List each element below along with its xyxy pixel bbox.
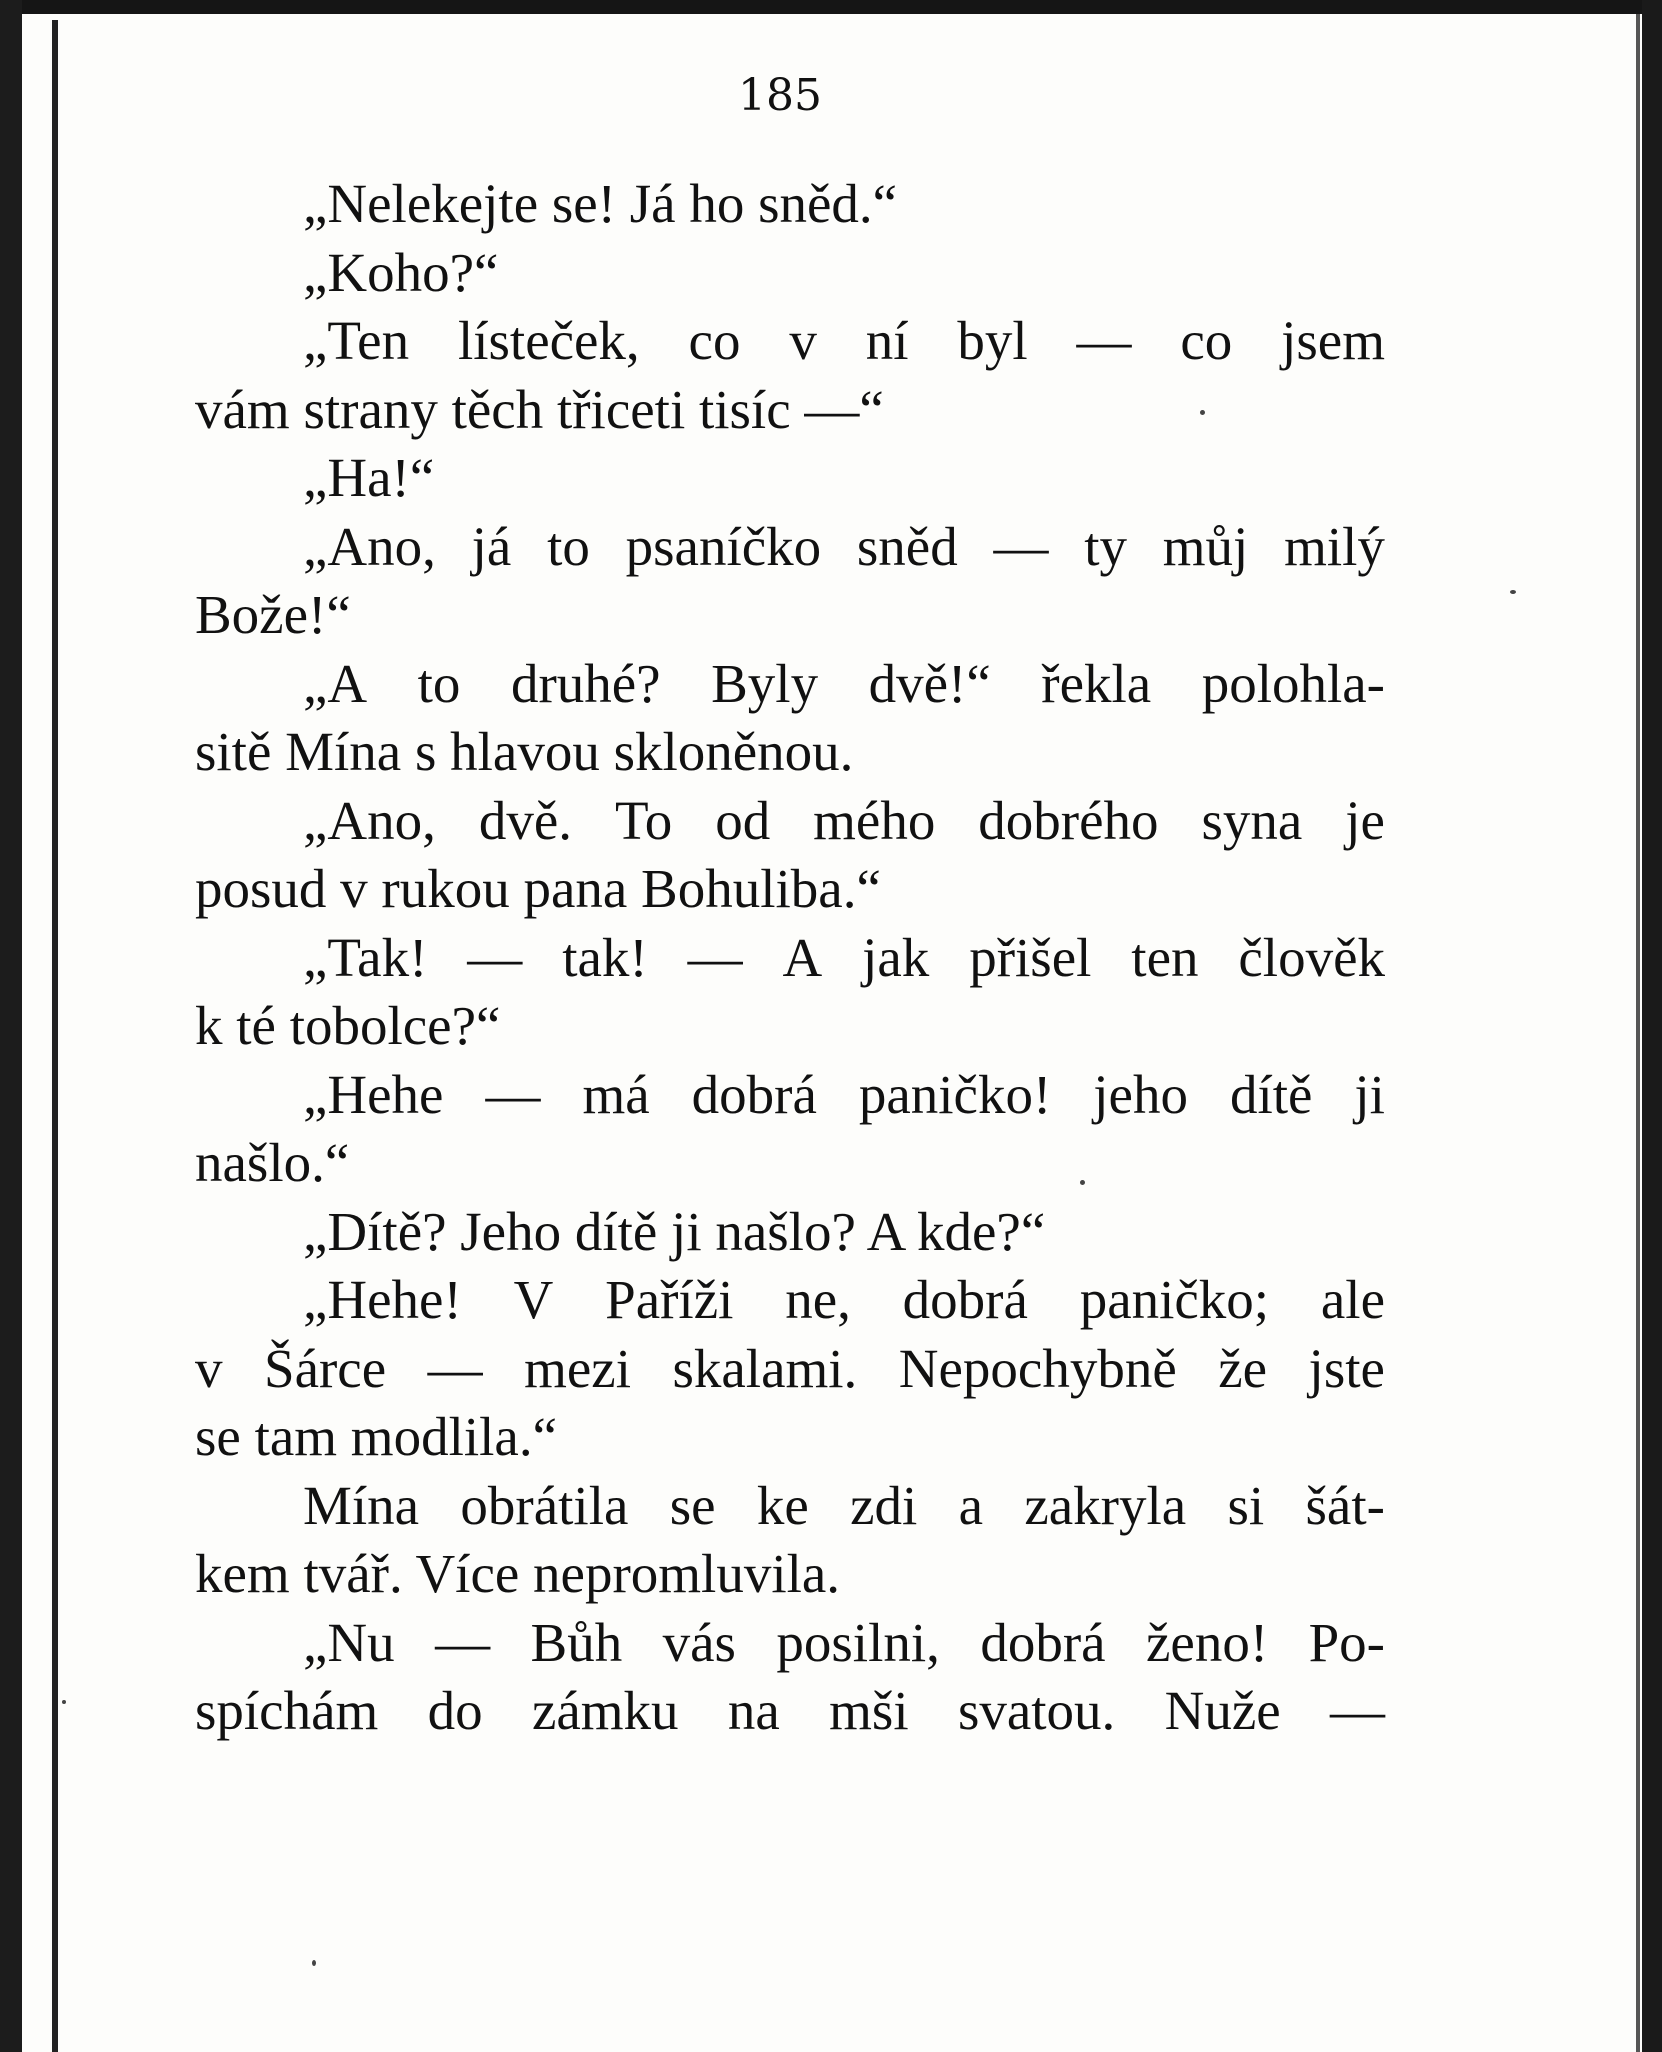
text-line: „Hehe! V Paříži ne, dobrá paničko; ale: [303, 1269, 1385, 1330]
text-line: „Ano, dvě. To od mého dobrého syna je: [303, 789, 1385, 851]
print-speck: [1510, 590, 1516, 594]
print-speck: [1200, 410, 1205, 415]
page-top-edge: [0, 0, 1662, 14]
page-number: 185: [738, 70, 822, 121]
page-right-edge: [1642, 0, 1662, 2052]
print-speck: [1080, 1180, 1085, 1185]
text-line: „Nu — Bůh vás posilni, dobrá ženo! Po-: [303, 1611, 1385, 1673]
text-line: „Hehe — má dobrá paničko! jeho dítě ji: [303, 1063, 1385, 1125]
text-line: „A to druhé? Byly dvě!“ řekla polohla-: [303, 652, 1385, 714]
text-line: vám strany těch třiceti tisíc —“: [195, 378, 884, 440]
text-line: sitě Mína s hlavou skloněnou.: [195, 721, 854, 782]
text-line: „Tak! — tak! — A jak přišel ten člověk: [303, 926, 1385, 988]
text-line: v Šárce — mezi skalami. Nepochybně že jste: [195, 1337, 1385, 1399]
print-speck: [62, 1700, 66, 1704]
page-right-inner-edge: [1636, 14, 1640, 2052]
text-line: Bože!“: [195, 584, 351, 645]
text-line: „Ano, já to psaníčko sněd — ty můj milý: [303, 515, 1385, 577]
text-line: kem tvář. Více nepromluvila.: [195, 1543, 841, 1604]
body-text: [195, 170, 1385, 1746]
text-line: „Ha!“: [303, 447, 435, 508]
text-line: se tam modlila.“: [195, 1406, 557, 1467]
text-line: „Ten lísteček, co v ní byl — co jsem: [303, 310, 1385, 371]
text-line: „Koho?“: [303, 241, 499, 303]
text-line: k té tobolce?“: [195, 995, 501, 1056]
page-left-edge: [0, 0, 22, 2052]
text-line: „Dítě? Jeho dítě ji našlo? A kde?“: [303, 1200, 1046, 1262]
text-line: spíchám do zámku na mši svatou. Nuže —: [195, 1680, 1385, 1741]
page-binding-line: [52, 20, 58, 2052]
text-line: našlo.“: [195, 1132, 350, 1193]
text-line: posud v rukou pana Bohuliba.“: [195, 858, 881, 919]
text-line: Mína obrátila se ke zdi a zakryla si šát-: [303, 1474, 1385, 1536]
print-speck: [312, 1960, 316, 1966]
text-line: „Nelekejte se! Já ho sněd.“: [303, 173, 898, 234]
